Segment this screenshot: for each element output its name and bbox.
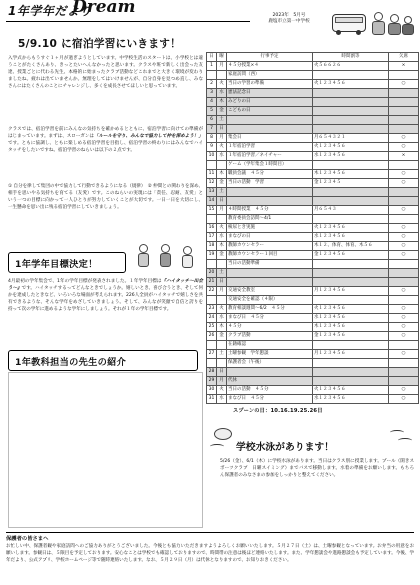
schedule-cell: 水 <box>217 314 227 323</box>
schedule-cell: 教育相談週間～6/2 ４５分 <box>227 305 313 314</box>
schedule-cell <box>313 377 389 386</box>
schedule-cell: 日 <box>217 197 227 206</box>
schedule-cell: 日 <box>217 368 227 377</box>
schedule-cell: ○ <box>389 242 419 251</box>
schedule-cell <box>207 215 217 224</box>
schedule-cell: 火１２３４５６ <box>313 386 389 395</box>
schedule-row <box>207 350 419 359</box>
schedule-cell <box>389 377 419 386</box>
schedule-cell <box>207 341 217 350</box>
schedule-cell <box>227 269 313 278</box>
schedule-cell: 29 <box>207 377 217 386</box>
schedule-cell: 火１２３４５６ <box>313 143 389 152</box>
grade-goal: 『ハイタッチ～出会う～』 <box>8 279 204 292</box>
schedule-cell: 保護者会（午後） <box>227 359 313 368</box>
schedule-cell: 18 <box>207 242 217 251</box>
schedule-cell <box>313 161 389 170</box>
schedule-cell <box>389 98 419 107</box>
schedule-cell: 金 <box>217 179 227 188</box>
schedule-cell <box>389 359 419 368</box>
schedule-cell <box>217 215 227 224</box>
schedule-cell <box>389 269 419 278</box>
schedule-cell: 水１２３４５６ <box>313 233 389 242</box>
schedule-cell: 21 <box>207 278 217 287</box>
schedule-cell: 教師カウンセラー１回目 <box>227 251 313 260</box>
schedule-cell <box>389 71 419 80</box>
schedule-cell: 24 <box>207 314 217 323</box>
schedule-cell <box>217 341 227 350</box>
schedule-cell: ○ <box>389 170 419 179</box>
schedule-cell: 教育委員会訪問～4/1 <box>227 215 313 224</box>
schedule-cell <box>313 116 389 125</box>
schedule-cell: 火 <box>217 224 227 233</box>
schedule-cell: 11 <box>207 170 217 179</box>
schedule-cell <box>313 278 389 287</box>
schedule-row <box>207 107 419 116</box>
newsletter-title-english: Dream <box>72 0 136 17</box>
schedule-cell <box>313 260 389 269</box>
schedule-row <box>207 89 419 98</box>
schedule-cell <box>313 107 389 116</box>
note-divider <box>6 532 414 533</box>
schedule-cell: 土 <box>217 116 227 125</box>
issue-info <box>256 13 322 33</box>
schedule-cell: 金 <box>217 332 227 341</box>
schedule-cell: 水 <box>217 89 227 98</box>
schedule-row <box>207 143 419 152</box>
schedule-cell: 火１２３４５６ <box>313 80 389 89</box>
camp-paragraph-end: です。ともに協調し、ともに楽しめる宿泊学習を目指し、宿泊学習の終わりにはみんなでハイタッチをしたいですね。宿泊学習のねらいは以下の２点です。 <box>8 141 203 154</box>
schedule-row <box>207 206 419 215</box>
schedule-cell: 月６５４３２１ <box>313 134 389 143</box>
schedule-cell: 月 <box>217 134 227 143</box>
schedule-cell: まなびの日 <box>227 233 313 242</box>
schedule-cell: クラブ活動 <box>227 332 313 341</box>
schedule-cell: 水 <box>217 395 227 404</box>
schedule-cell: 木１２３４５６ <box>313 170 389 179</box>
section-heading-teachers: 1年教科担当の先生の紹介 <box>8 350 198 371</box>
schedule-cell <box>217 260 227 269</box>
schedule-header-cell: 欠席 <box>389 53 419 62</box>
schedule-cell: ○ <box>389 80 419 89</box>
schedule-row <box>207 305 419 314</box>
schedule-cell <box>313 359 389 368</box>
schedule-cell: ○ <box>389 179 419 188</box>
schedule-row <box>207 323 419 332</box>
schedule-cell: ゲーム（学年集会１時間目） <box>227 161 313 170</box>
schedule-cell: ○ <box>389 287 419 296</box>
schedule-cell: ４５分授業×４ <box>227 62 313 71</box>
schedule-cell <box>227 116 313 125</box>
school-name: 鹿塩市立第一中学校 <box>268 19 310 24</box>
schedule-cell: 4 <box>207 98 217 107</box>
schedule-cell: 22 <box>207 287 217 296</box>
headline-camp: 5/9.10 に宿泊学習にいきます！ <box>18 38 181 50</box>
schedule-cell <box>313 215 389 224</box>
schedule-cell <box>217 71 227 80</box>
schedule-cell: １年宿泊学習／ネイチャー <box>227 152 313 161</box>
schedule-cell <box>227 278 313 287</box>
schedule-cell: 当日の活動 学習 <box>227 179 313 188</box>
schedule-cell: まなび日 ４５分 <box>227 395 313 404</box>
swim-paragraph: 5/26（金）、6/1（木）に学校水泳があります。当日はクラス別に授業します。プール（開きスポーツクラブ 日曜スイミング）までバスで移動します。水着の準備をお願いします。もちろん保護者のみなさまの参加をしっかりと整えてください。 <box>220 459 414 479</box>
schedule-row <box>207 233 419 242</box>
schedule-row <box>207 395 419 404</box>
schedule-row <box>207 242 419 251</box>
schedule-cell <box>389 116 419 125</box>
schedule-cell <box>389 125 419 134</box>
schedule-cell: 木１２、体育、体育、木５６ <box>313 242 389 251</box>
schedule-cell: 水 <box>217 233 227 242</box>
schedule-row <box>207 71 419 80</box>
schedule-cell: 月 <box>217 206 227 215</box>
schedule-row <box>207 260 419 269</box>
schedule-cell: ○ <box>389 350 419 359</box>
schedule-cell: 8 <box>207 134 217 143</box>
schedule-cell: 19 <box>207 251 217 260</box>
schedule-cell <box>313 269 389 278</box>
schedule-cell: 木１２３４５６ <box>313 323 389 332</box>
schedule-row <box>207 314 419 323</box>
schedule-row <box>207 377 419 386</box>
schedule-cell: 水１２３４５６ <box>313 152 389 161</box>
schedule-cell: 月６５４３ <box>313 206 389 215</box>
schedule-cell: ○ <box>389 233 419 242</box>
schedule-cell: 火 <box>217 143 227 152</box>
schedule-cell <box>389 188 419 197</box>
schedule-cell: 13 <box>207 188 217 197</box>
schedule-cell: １年宿泊学習 <box>227 143 313 152</box>
schedule-row <box>207 98 419 107</box>
schedule-cell: 火１２３４５６ <box>313 305 389 314</box>
schedule-cell: ○ <box>389 395 419 404</box>
guardians-heading: 保護者の皆さまへ <box>6 536 49 542</box>
schedule-cell: ○ <box>389 143 419 152</box>
schedule-cell: 当日の活動準備 <box>227 260 313 269</box>
schedule-header-cell: 行事予定 <box>227 53 313 62</box>
schedule-cell <box>389 296 419 305</box>
schedule-cell: 教師カウンセラー <box>227 242 313 251</box>
schedule-cell <box>207 359 217 368</box>
schedule-cell: 27 <box>207 350 217 359</box>
schedule-cell: 16 <box>207 224 217 233</box>
schedule-cell: ○ <box>389 332 419 341</box>
schedule-cell: 木 <box>217 323 227 332</box>
schedule-row <box>207 359 419 368</box>
schedule-cell: 20 <box>207 269 217 278</box>
schedule-cell: ４５分 <box>227 323 313 332</box>
schedule-cell: 木 <box>217 242 227 251</box>
schedule-cell <box>207 296 217 305</box>
schedule-cell: 検尿とき実施 <box>227 224 313 233</box>
schedule-cell: 月１２３４５６ <box>313 350 389 359</box>
schedule-cell: ○ <box>389 386 419 395</box>
schedule-row <box>207 269 419 278</box>
schedule-row <box>207 62 419 71</box>
schedule-cell: 金１２３４５ <box>313 179 389 188</box>
schedule-cell <box>389 215 419 224</box>
schedule-cell: 水 <box>217 152 227 161</box>
schedule-cell: ○ <box>389 134 419 143</box>
schedule-row <box>207 179 419 188</box>
schedule-cell: × <box>389 152 419 161</box>
schedule-cell: ○ <box>389 224 419 233</box>
schedule-cell: ○ <box>389 305 419 314</box>
schedule-cell: 月１２３４５６ <box>313 287 389 296</box>
camp-aims-paragraph: ① 自分を律して集団の中で協力して行動できるようになる（規律） ② 仲間との関わりを深め、相手を思いやる気持ちを育てる（友愛）です。このねらいの実現には「責任、忍耐、友愛」という一つの目標に向かって一人ひとりが努力していくことが大切です。一日一日を大切にし、一生懸命を思い出に残る宿泊学習にしていきましょう。 <box>8 184 204 211</box>
schedule-cell: 木 <box>217 170 227 179</box>
may-schedule-table <box>206 52 419 404</box>
schedule-cell <box>389 278 419 287</box>
schedule-cell <box>313 296 389 305</box>
schedule-cell <box>227 188 313 197</box>
schedule-row <box>207 80 419 89</box>
goal-paragraph <box>8 278 203 313</box>
schedule-cell <box>313 341 389 350</box>
schedule-cell: 7 <box>207 125 217 134</box>
schedule-cell: 水１２３４５６ <box>313 314 389 323</box>
schedule-cell <box>217 161 227 170</box>
schedule-cell: 9 <box>207 143 217 152</box>
schedule-cell <box>389 89 419 98</box>
schedule-cell: 当日の学習の準備 <box>227 80 313 89</box>
schedule-cell: 14 <box>207 197 217 206</box>
schedule-cell <box>313 125 389 134</box>
schedule-cell <box>207 161 217 170</box>
schedule-cell <box>313 71 389 80</box>
schedule-header-cell: 時間割等 <box>313 53 389 62</box>
schedule-cell <box>207 260 217 269</box>
schedule-cell <box>227 368 313 377</box>
schedule-cell <box>227 197 313 206</box>
schedule-cell: 17 <box>207 233 217 242</box>
schedule-cell <box>389 197 419 206</box>
schedule-cell <box>227 125 313 134</box>
schedule-cell: 金 <box>217 107 227 116</box>
spoon-day-note: スプーンの日：10.16.19.25.26日 <box>233 408 323 414</box>
schedule-cell: 憲法記念日 <box>227 89 313 98</box>
schedule-cell: × <box>389 62 419 71</box>
schedule-row <box>207 161 419 170</box>
schedule-row <box>207 287 419 296</box>
schedule-row <box>207 332 419 341</box>
schedule-cell: 集会日 <box>227 134 313 143</box>
schedule-cell: 5 <box>207 107 217 116</box>
schedule-cell: 火 <box>217 80 227 89</box>
schedule-cell: 木 <box>217 98 227 107</box>
schedule-row <box>207 386 419 395</box>
schedule-cell <box>389 368 419 377</box>
schedule-cell: 職員会議 ４５分 <box>227 170 313 179</box>
schedule-cell: 12 <box>207 179 217 188</box>
schedule-cell: 23 <box>207 305 217 314</box>
schedule-cell <box>313 197 389 206</box>
schedule-cell: 月 <box>217 377 227 386</box>
schedule-cell <box>313 368 389 377</box>
schedule-cell: 水１２３４５６ <box>313 395 389 404</box>
issue-date: 2023年 5月号 <box>272 13 306 18</box>
schedule-cell <box>389 161 419 170</box>
schedule-cell: 火５６６２６ <box>313 62 389 71</box>
bus-illustration <box>332 10 416 44</box>
schedule-row <box>207 170 419 179</box>
schedule-row <box>207 197 419 206</box>
camp-paragraph-start: クラスでは、宿泊学習を前にみんなの気持ちを確かめるとともに、宿泊学習に向けての準備がはじまっています。まずは、スローガンは <box>8 127 203 140</box>
swim-heading: 学校水泳があります！ <box>236 442 334 453</box>
schedule-cell <box>313 188 389 197</box>
schedule-cell: ４時間授業 ４５分 <box>227 206 313 215</box>
intro-paragraph: 入学式からもうすぐ１ヶ月が過ぎようとしています。中学校生活のスタートは、小学校とは違うことがたくさんあり、きっとたいへんなかったと思います。クラスや班で新しく出会った友達、授業ごとに代わる先生、本格的に始まったクラブ活動などこれまでと大きく環境が変わりましたね。疲れは出ていませんか。無理をしてはいけませんが、自分自身を見つめ直し、みなさんにはたくさんのことにチャレンジし、多くを成長させてほしいと思っています。 <box>8 56 203 90</box>
schedule-cell <box>389 260 419 269</box>
schedule-cell: 金 <box>217 251 227 260</box>
section-heading-goal: 1年学年目標決定！ <box>8 252 126 273</box>
schedule-cell: ○ <box>389 251 419 260</box>
guardians-note: お忙しい中、保護者観や家庭訪問へのご協力ありがとうございました。今後とも協力いただきますようよろしくお願いいたします。５月２７日（土）は、土曜参観となっています。お弁当の用意をお願いします。参観日は、５限目を予定しております。安心なことは学校でも確認しておりますので、時間帯の注意は後ほど連絡いたします。また、学年懇談会や進路懇談会も予定しています。今後、学年だより、公式アプリ、学校ホームページ等で随時連絡いたします。なお、５月２９日（月）は代休となりますので、お知りおきください。 <box>6 544 414 564</box>
schedule-cell: みどりの日 <box>227 98 313 107</box>
schedule-header-row <box>207 53 419 62</box>
schedule-cell: 代休 <box>227 377 313 386</box>
schedule-cell <box>389 107 419 116</box>
schedule-cell: 土 <box>217 350 227 359</box>
schedule-row <box>207 251 419 260</box>
schedule-cell: 1 <box>207 62 217 71</box>
schedule-cell: 6 <box>207 116 217 125</box>
schedule-cell: 25 <box>207 323 217 332</box>
schedule-cell: 28 <box>207 368 217 377</box>
goal-paragraph-start: 4月最初の学年集会で、1年の学年目標が発表されました。１年学年目標は <box>8 279 162 284</box>
schedule-cell: 火 <box>217 386 227 395</box>
schedule-header-cell: 曜 <box>217 53 227 62</box>
schedule-cell: 31 <box>207 395 217 404</box>
schedule-cell: こどもの日 <box>227 107 313 116</box>
schedule-cell: 金１２３４５６ <box>313 332 389 341</box>
schedule-row <box>207 116 419 125</box>
schedule-cell: 火 <box>217 305 227 314</box>
schedule-row <box>207 188 419 197</box>
schedule-cell: ○ <box>389 323 419 332</box>
schedule-row <box>207 224 419 233</box>
schedule-cell <box>389 341 419 350</box>
schedule-cell <box>207 71 217 80</box>
schedule-cell <box>217 359 227 368</box>
schedule-cell: 交通安全教室 <box>227 287 313 296</box>
schedule-cell: 土 <box>217 269 227 278</box>
schedule-cell <box>313 89 389 98</box>
schedule-cell: 月 <box>217 62 227 71</box>
schedule-cell: 日 <box>217 278 227 287</box>
schedule-cell <box>313 98 389 107</box>
schedule-cell: まなび日 ４５分 <box>227 314 313 323</box>
schedule-cell: 10 <box>207 152 217 161</box>
schedule-row <box>207 125 419 134</box>
schedule-row <box>207 215 419 224</box>
camp-paragraph <box>8 126 203 154</box>
schedule-cell: 土曜参観 学年懇談 <box>227 350 313 359</box>
schedule-cell: 当日の活動 ４５分 <box>227 386 313 395</box>
schedule-cell: 家庭訪問（西） <box>227 71 313 80</box>
title-divider <box>6 21 250 22</box>
schedule-row <box>207 341 419 350</box>
schedule-cell: ○ <box>389 206 419 215</box>
schedule-row <box>207 368 419 377</box>
schedule-cell: 26 <box>207 332 217 341</box>
schedule-cell: 3 <box>207 89 217 98</box>
schedule-cell: 2 <box>207 80 217 89</box>
schedule-cell: 15 <box>207 206 217 215</box>
schedule-row <box>207 134 419 143</box>
schedule-cell: ○ <box>389 314 419 323</box>
slogan: 「ルールを守り、みんなで協力して仲を深めよう！」 <box>93 134 203 140</box>
schedule-cell: 火１２３４５６ <box>313 224 389 233</box>
schedule-cell <box>217 296 227 305</box>
goal-paragraph-end: です。ハイタッチするってどんなときでしょうか。嬉しいとき、喜び合うとき、そして何かを達成したときなど、いろいろな場面が考えられます。226人全員がハイタッチで嬉しさを共有できるような、そんな学年をめざしていきましょう。そして、みんなが笑顔で自信と誇りを持って次の学年に進めるような学年にしましょう。それが１年の学年目標です。 <box>8 286 203 313</box>
schedule-row <box>207 296 419 305</box>
newsletter-title: 1年学年だより <box>8 4 92 18</box>
schedule-row <box>207 152 419 161</box>
schedule-cell: 金１２３４５６ <box>313 251 389 260</box>
teachers-intro-area <box>8 372 203 528</box>
schedule-cell: 在籍確認 <box>227 341 313 350</box>
schedule-cell: 土 <box>217 188 227 197</box>
schedule-cell: 30 <box>207 386 217 395</box>
schedule-cell: 交通安全を確認（４限） <box>227 296 313 305</box>
swimmer-icon <box>214 428 232 440</box>
schedule-cell: 月 <box>217 287 227 296</box>
schedule-header-cell: 日 <box>207 53 217 62</box>
schedule-row <box>207 278 419 287</box>
schedule-cell: 日 <box>217 125 227 134</box>
